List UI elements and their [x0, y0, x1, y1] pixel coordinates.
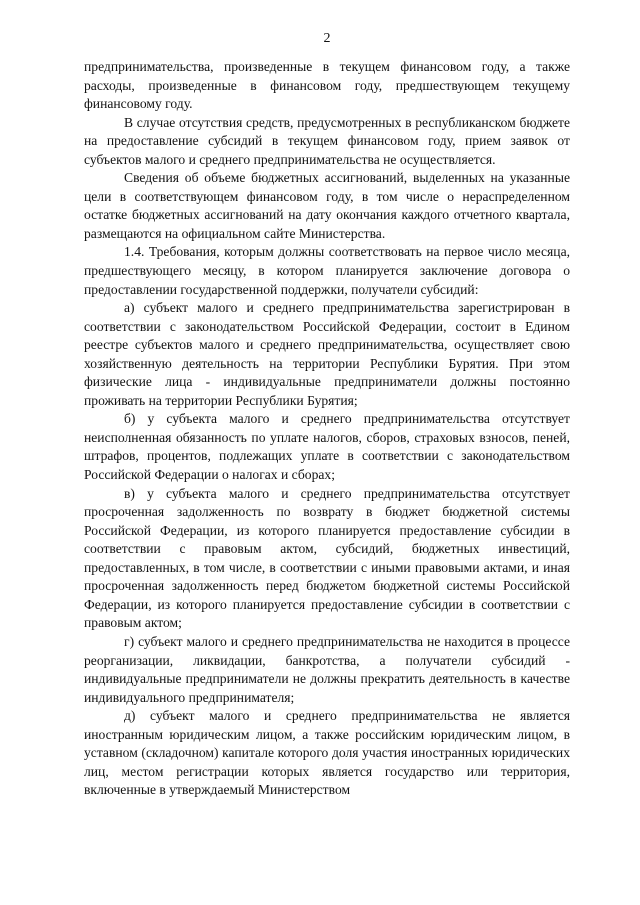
paragraph: предпринимательства, произведенные в текущем финансовом году, а также расходы, произведенные в финансовом году, предшествующем текущему финансовому году. [84, 59, 570, 112]
paragraph: Сведения об объеме бюджетных ассигнований, выделенных на указанные цели в соответствующем финансовом году, в том числе о нераспределенном остатке бюджетных ассигнований на дату окончания каждого отчетного квартала, размещаются на официальном сайте Министерства. [84, 170, 570, 241]
paragraph: б) у субъекта малого и среднего предпринимательства отсутствует неисполненная обязанность по уплате налогов, сборов, страховых взносов, пеней, штрафов, процентов, подлежащих уплате в соответствии с законодательством Российской Федерации о налогах и сборах; [84, 411, 570, 483]
document-body [84, 58, 570, 800]
paragraph: в) у субъекта малого и среднего предпринимательства отсутствует просроченная задолженность по возврату в бюджет бюджетной системы Российской Федерации, из которого планируется предоставление субсидии в соответствии с правовым актом, субсидий, бюджетных инвестиций, предоставленных, в том числе, в соответствии с иными правовыми актами, и иная просроченная задолженность перед бюджетом бюджетной системы Российской Федерации, из которого планируется предоставление субсидии в соответствии с правовым актом; [84, 485, 570, 631]
page-number: 2 [323, 31, 331, 46]
paragraph: г) субъект малого и среднего предпринимательства не находится в процессе реорганизации, ликвидации, банкротства, а получатели субсидий - индивидуальные предприниматели не должны прекратить деятельность в качестве индивидуального предпринимателя; [84, 633, 570, 705]
paragraph: а) субъект малого и среднего предпринимательства зарегистрирован в соответствии с законодательством Российской Федерации, состоит в Едином реестре субъектов малого и среднего предпринимательства, осуществляет свою хозяйственную деятельность на территории Республики Бурятия. При этом физические лица - индивидуальные предприниматели должны постоянно проживать на территории Республики Бурятия; [84, 300, 570, 408]
paragraph: 1.4. Требования, которым должны соответствовать на первое число месяца, предшествующего месяцу, в котором планируется заключение договора о предоставлении государственной поддержки, получатели субсидий: [84, 244, 570, 297]
paragraph: д) субъект малого и среднего предпринимательства не является иностранным юридическим лицом, а также российским юридическим лицом, в уставном (складочном) капитале которого доля участия иностранных юридических лиц, местом регистрации которых является государство или территория, включенные в утверждаемый Министерством [84, 708, 570, 798]
paragraph: В случае отсутствия средств, предусмотренных в республиканском бюджете на предоставление субсидий в текущем финансовом году, прием заявок от субъектов малого и среднего предпринимательства не осуществляется. [84, 114, 570, 167]
